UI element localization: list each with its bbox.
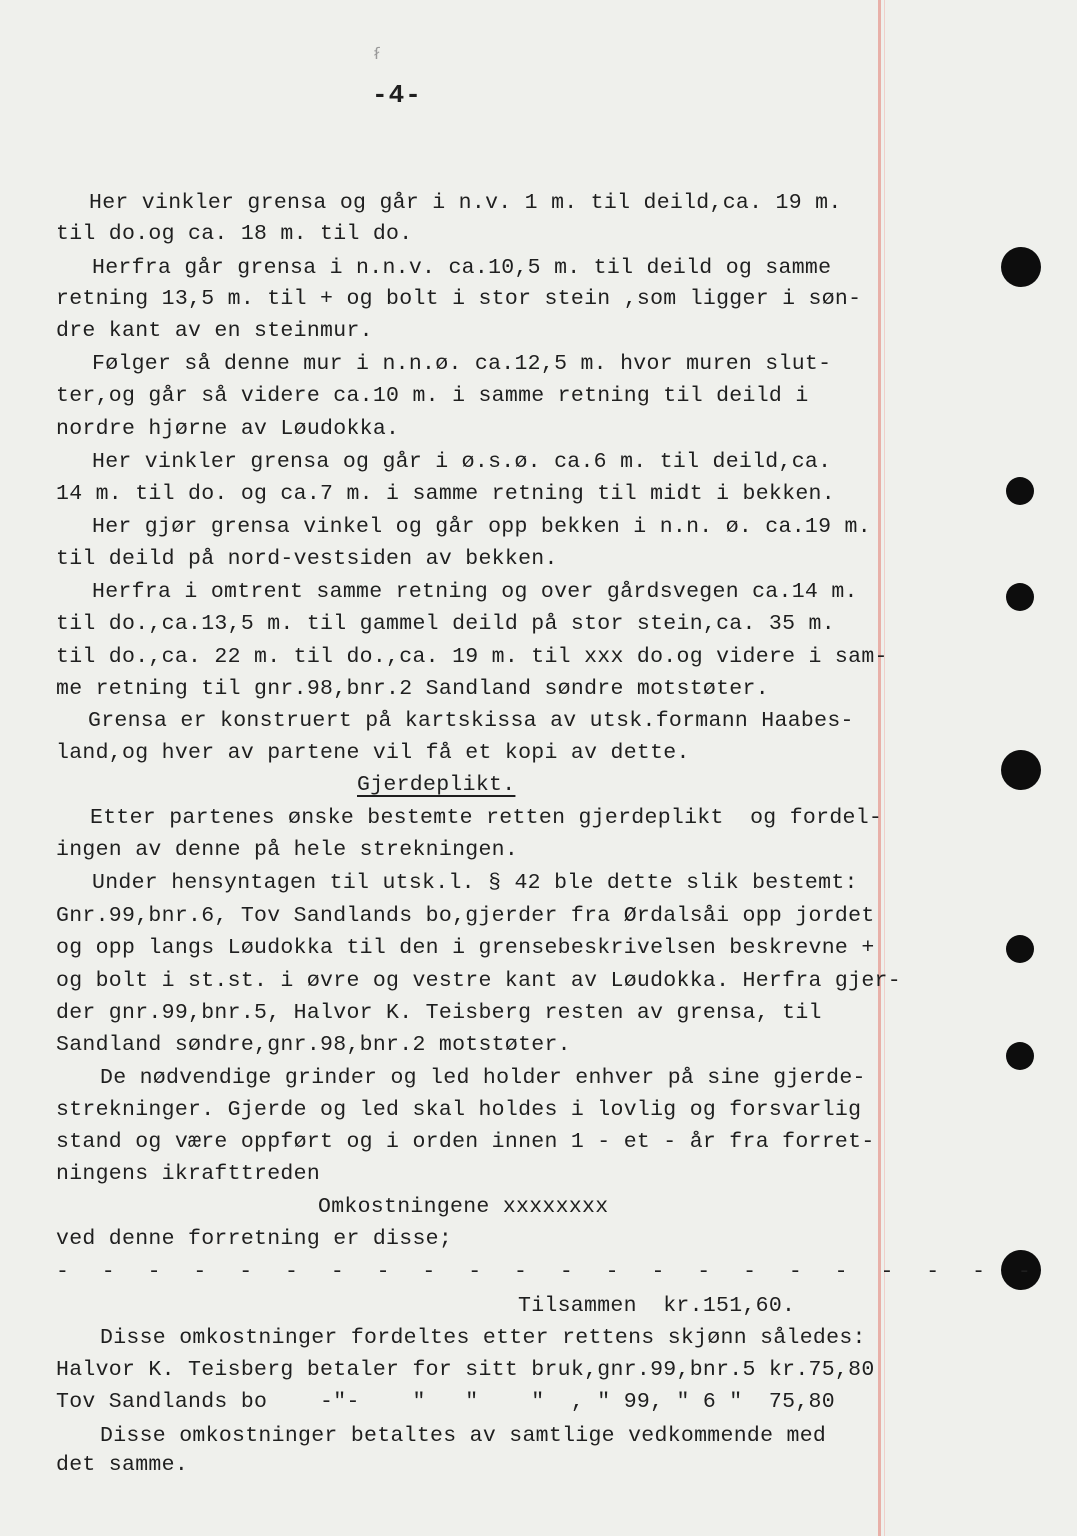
page-mark: ẜ: [374, 46, 380, 64]
text-line: Her gjør grensa vinkel og går opp bekken i n.n. ø. ca.19 m.: [92, 515, 871, 539]
text-line: Disse omkostninger betaltes av samtlige vedkommende med: [100, 1424, 827, 1448]
text-line: Sandland søndre,gnr.98,bnr.2 motstøter.: [56, 1033, 571, 1057]
text-line: til do.,ca.13,5 m. til gammel deild på stor stein,ca. 35 m.: [56, 612, 835, 636]
dash-separator: - - - - - - - - - - - - - - - - - - - - - -: [56, 1260, 1041, 1284]
text-line: Gnr.99,bnr.6, Tov Sandlands bo,gjerder fra Ørdalsåi opp jordet: [56, 904, 875, 928]
text-line: til deild på nord-vestsiden av bekken.: [56, 547, 558, 571]
text-line: og opp langs Løudokka til den i grensebeskrivelsen beskrevne +: [56, 936, 875, 960]
text-line: ved denne forretning er disse;: [56, 1227, 453, 1251]
total-line: Tilsammen kr.151,60.: [518, 1294, 796, 1318]
text-line: Tov Sandlands bo -"- " " " , " 99, " 6 " 75,80: [56, 1390, 835, 1414]
text-line: Etter partenes ønske bestemte retten gjerdeplikt og fordel-: [90, 806, 883, 830]
punch-hole-icon: [1006, 935, 1034, 963]
text-line: me retning til gnr.98,bnr.2 Sandland søndre motstøter.: [56, 677, 769, 701]
text-line: Herfra i omtrent samme retning og over gårdsvegen ca.14 m.: [92, 580, 858, 604]
text-line: land,og hver av partene vil få et kopi av dette.: [56, 741, 690, 765]
punch-hole-icon: [1006, 1042, 1034, 1070]
text-line: det samme.: [56, 1453, 189, 1477]
text-line: stand og være oppført og i orden innen 1 - et - år fra forret-: [56, 1130, 875, 1154]
text-line: der gnr.99,bnr.5, Halvor K. Teisberg resten av grensa, til: [56, 1001, 822, 1025]
text-line: til do.og ca. 18 m. til do.: [56, 222, 413, 246]
text-line: ningens ikrafttreden: [56, 1162, 321, 1186]
text-line: 14 m. til do. og ca.7 m. i samme retning til midt i bekken.: [56, 482, 835, 506]
text-line: Følger så denne mur i n.n.ø. ca.12,5 m. hvor muren slut-: [92, 352, 832, 376]
text-line: Halvor K. Teisberg betaler for sitt bruk,gnr.99,bnr.5 kr.75,80: [56, 1358, 875, 1382]
text-line: Her vinkler grensa og går i n.v. 1 m. til deild,ca. 19 m.: [89, 191, 842, 215]
punch-hole-icon: [1006, 477, 1034, 505]
punch-hole-icon: [1001, 750, 1041, 790]
margin-line-secondary: [884, 0, 885, 1536]
margin-line: [878, 0, 881, 1536]
text-line: strekninger. Gjerde og led skal holdes i lovlig og forsvarlig: [56, 1098, 862, 1122]
text-line: retning 13,5 m. til + og bolt i stor stein ,som ligger i søn-: [56, 287, 862, 311]
punch-hole-icon: [1001, 247, 1041, 287]
text-line: Her vinkler grensa og går i ø.s.ø. ca.6 m. til deild,ca.: [92, 450, 832, 474]
text-line: og bolt i st.st. i øvre og vestre kant av Løudokka. Herfra gjer-: [56, 969, 901, 993]
text-line: Grensa er konstruert på kartskissa av utsk.formann Haabes-: [88, 709, 854, 733]
page-number: -4-: [372, 80, 422, 110]
text-line: Herfra går grensa i n.n.v. ca.10,5 m. til deild og samme: [92, 256, 832, 280]
punch-hole-icon: [1006, 583, 1034, 611]
text-line: dre kant av en steinmur.: [56, 319, 373, 343]
section-heading: Gjerdeplikt.: [357, 773, 516, 797]
text-line: ingen av denne på hele strekningen.: [56, 838, 519, 862]
text-line: De nødvendige grinder og led holder enhver på sine gjerde-: [100, 1066, 866, 1090]
text-line: ter,og går så videre ca.10 m. i samme retning til deild i: [56, 384, 809, 408]
text-line: Under hensyntagen til utsk.l. § 42 ble dette slik bestemt:: [92, 871, 858, 895]
text-line: nordre hjørne av Løudokka.: [56, 417, 400, 441]
text-line: Omkostningene xxxxxxxx: [318, 1195, 609, 1219]
text-line: Disse omkostninger fordeltes etter rettens skjønn således:: [100, 1326, 866, 1350]
text-line: til do.,ca. 22 m. til do.,ca. 19 m. til xxx do.og videre i sam-: [56, 645, 888, 669]
